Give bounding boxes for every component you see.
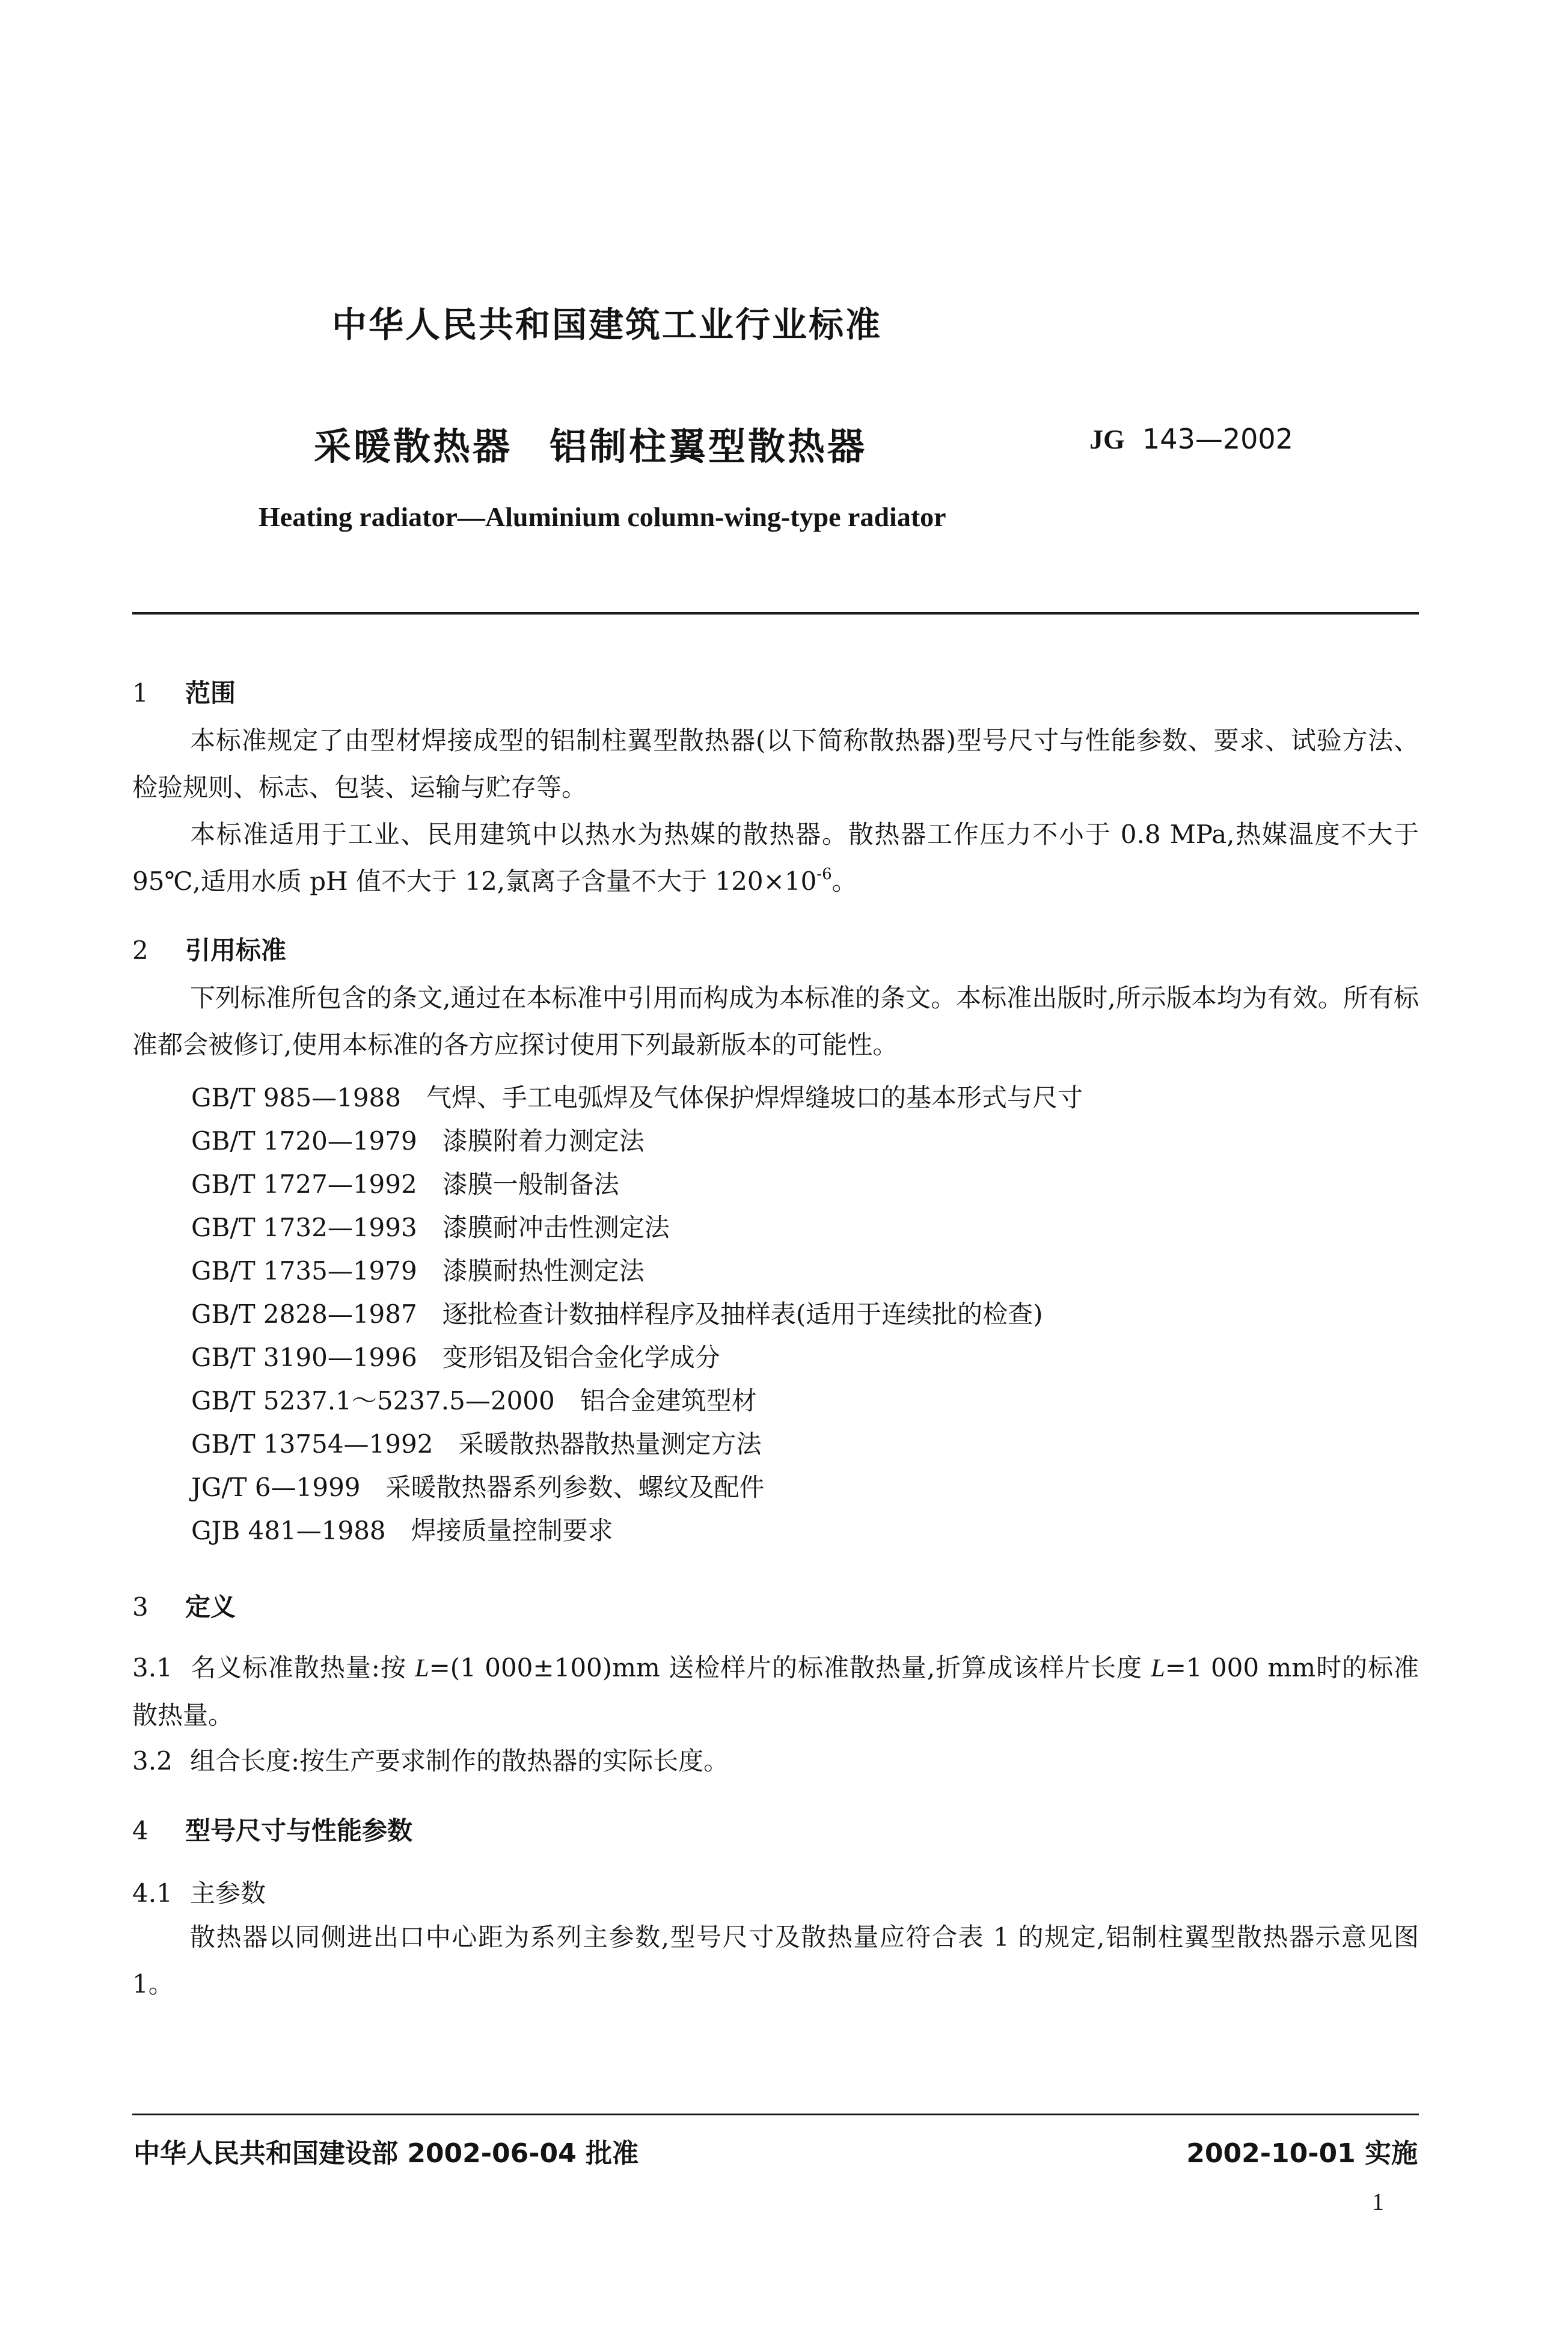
section-title: 范围 (185, 678, 236, 708)
reference-item: GB/T 5237.1～5237.5—2000 铝合金建筑型材 (191, 1386, 757, 1415)
title-cn-sub: 铝制柱翼型散热器 (550, 425, 868, 468)
section-title: 型号尺寸与性能参数 (185, 1816, 413, 1845)
clause-number: 3.1 (132, 1653, 173, 1682)
section-4-paragraph-1: 散热器以同侧进出口中心距为系列主参数,型号尺寸及散热量应符合表 1 的规定,铝制柱翼型散热器示意见图 1。 (132, 1922, 1419, 1999)
section-1-paragraph-1: 本标准规定了由型材焊接成型的铝制柱翼型散热器(以下简称散热器)型号尺寸与性能参数、要求、试验方法、检验规则、标志、包装、运输与贮存等。 (132, 726, 1419, 802)
section-2-intro: 下列标准所包含的条文,通过在本标准中引用而构成为本标准的条文。本标准出版时,所示版本均为有效。所有标准都会被修订,使用本标准的各方应探讨使用下列最新版本的可能性。 (132, 983, 1419, 1059)
header-divider (132, 612, 1419, 615)
code-prefix: JG (1089, 424, 1125, 455)
clause-title: 主参数 (190, 1878, 266, 1908)
reference-item: GB/T 3190—1996 变形铝及铝合金化学成分 (191, 1343, 720, 1372)
implementation-date: 2002-10-01 实施 (1186, 2138, 1418, 2169)
clause-number: 3.2 (132, 1746, 173, 1776)
reference-item: GB/T 1735—1979 漆膜耐热性测定法 (191, 1256, 645, 1286)
title-cn-main: 采暖散热器 (314, 425, 513, 468)
reference-item: GB/T 1720—1979 漆膜附着力测定法 (191, 1126, 645, 1156)
standard-category-heading: 中华人民共和国建筑工业行业标准 (332, 304, 883, 345)
variable-L: L (415, 1655, 429, 1682)
document-title-en: Heating radiator—Aluminium column-wing-type radiator (259, 501, 946, 532)
clause-3-2: 3.2 组合长度:按生产要求制作的散热器的实际长度。 (132, 1738, 1419, 1785)
reference-item: GB/T 2828—1987 逐批检查计数抽样程序及抽样表(适用于连续批的检查) (191, 1299, 1043, 1329)
clause-number: 4.1 (132, 1878, 173, 1908)
reference-item: GB/T 1732—1993 漆膜耐冲击性测定法 (191, 1213, 670, 1242)
section-number: 4 (132, 1816, 149, 1845)
section-4-heading (132, 1811, 412, 1847)
section-number: 3 (132, 1592, 149, 1622)
reference-item: GJB 481—1988 焊接质量控制要求 (191, 1516, 613, 1545)
scope-applicability-text: 本标准适用于工业、民用建筑中以热水为热媒的散热器。散热器工作压力不小于 0.8 MPa,热媒温度不大于 95℃,适用水质 pH 值不大于 12,氯离子含量不大于 120×10 (132, 820, 1419, 896)
section-2-heading (132, 931, 286, 967)
section-3-heading (132, 1587, 236, 1623)
section-number: 1 (132, 678, 149, 708)
reference-item: GB/T 985—1988 气焊、手工电弧焊及气体保护焊焊缝坡口的基本形式与尺寸 (191, 1083, 1083, 1112)
variable-L: L (1151, 1655, 1165, 1682)
code-number: 143—2002 (1142, 423, 1293, 455)
clause-4-1-heading (132, 1870, 1419, 1917)
section-1-heading (132, 673, 236, 710)
standard-code (1089, 423, 1293, 455)
clause-3-1: 3.1 名义标准散热量:按 L=(1 000±100)mm 送检样片的标准散热量,折算成该样片长度 L=1 000 mm时的标准散热量。 (132, 1645, 1419, 1739)
footer-divider (132, 2114, 1419, 2115)
section-title: 引用标准 (185, 936, 287, 965)
period: 。 (831, 866, 857, 896)
section-1-paragraph-2 (132, 811, 1419, 905)
section-number: 2 (132, 936, 149, 965)
reference-item: GB/T 13754—1992 采暖散热器散热量测定方法 (191, 1429, 762, 1459)
approval-statement: 中华人民共和国建设部 2002-06-04 批准 (133, 2138, 639, 2169)
section-title: 定义 (185, 1592, 236, 1622)
document-title-cn (314, 417, 867, 470)
page-number: 1 (1372, 2188, 1384, 2215)
exponent: -6 (816, 865, 832, 883)
reference-item: GB/T 1727—1992 漆膜一般制备法 (191, 1170, 619, 1199)
reference-item: JG/T 6—1999 采暖散热器系列参数、螺纹及配件 (191, 1473, 765, 1502)
